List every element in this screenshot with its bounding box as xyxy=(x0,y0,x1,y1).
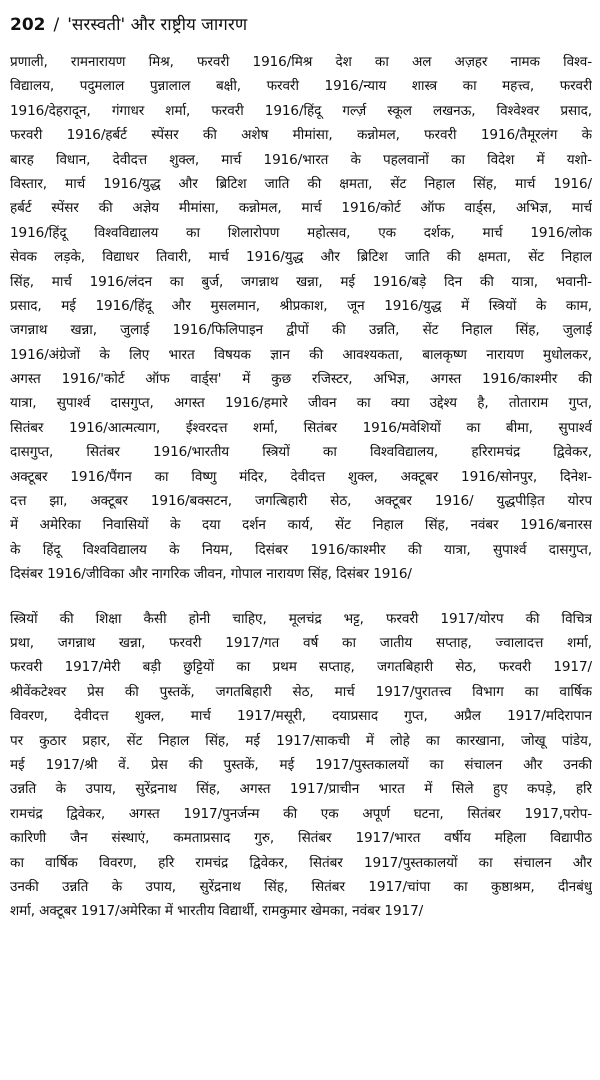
text-line: हर्बर्ट स्पेंसर की अज्ञेय मीमांसा, कन्नोमल, मार्च 1916/कोर्ट ऑफ वार्ड्स, अभिज्ञ, मार्च xyxy=(10,200,592,217)
text-line: फरवरी 1917/मेरी बड़ी छुट्टियों का प्रथम सप्ताह, जगतबिहारी सेठ, फरवरी 1917/ xyxy=(10,659,592,676)
text-line: अक्टूबर 1916/पैंगन का विष्णु मंदिर, देवीदत्त शुक्ल, अक्टूबर 1916/सोनपुर, दिनेश- xyxy=(10,468,592,485)
text-line: 1916/हिंदू विश्वविद्यालय का शिलारोपण महोत्सव, एक दर्शक, मार्च 1916/लोक xyxy=(10,224,592,241)
paragraph-1916-entries xyxy=(10,50,592,587)
header-separator: / xyxy=(53,15,60,35)
text-line: प्रसाद, मई 1916/हिंदू और मुसलमान, श्रीप्रकाश, जून 1916/युद्ध में स्त्रियों के काम, xyxy=(10,297,592,314)
text-line: 1916/अंग्रेजों के लिए भारत विषयक ज्ञान की आवश्यकता, बालकृष्ण नारायण मुधोलकर, xyxy=(10,346,592,363)
text-line: उन्नति के उपाय, सुरेंद्रनाथ सिंह, अगस्त 1917/प्राचीन भारत में सिले हुए कपड़े, हरि xyxy=(10,781,592,798)
page-number: 202 xyxy=(10,15,46,35)
text-line: स्त्रियों की शिक्षा कैसी होनी चाहिए, मूलचंद्र भट्ट, फरवरी 1917/योरप की विचित्र xyxy=(10,610,592,627)
text-line: कारिणी जैन संस्थाएं, कमताप्रसाद गुरु, सितंबर 1917/भारत वर्षीय महिला विद्यापीठ xyxy=(10,830,592,847)
text-line: दासगुप्त, सितंबर 1916/भारतीय स्त्रियों का विश्वविद्यालय, हरिरामचंद्र द्विवेकर, xyxy=(10,444,592,461)
running-title: 'सरस्वती' और राष्ट्रीय जागरण xyxy=(67,15,248,35)
text-line: बारह विधान, देवीदत्त शुक्ल, मार्च 1916/भारत के पहलवानों का विदेश में यशो- xyxy=(10,151,592,168)
text-line: सितंबर 1916/आत्मत्याग, ईश्वरदत्त शर्मा, सितंबर 1916/मवेशियों का बीमा, सुपार्श्व xyxy=(10,419,592,436)
text-line: का वार्षिक विवरण, हरि रामचंद्र द्विवेकर, सितंबर 1917/पुस्तकालयों का संचालन और xyxy=(10,854,592,871)
text-line: विवरण, देवीदत्त शुक्ल, मार्च 1917/मसूरी, दयाप्रसाद गुप्त, अप्रैल 1917/मदिरापान xyxy=(10,708,592,725)
text-line: दिसंबर 1916/जीविका और नागरिक जीवन, गोपाल नारायण सिंह, दिसंबर 1916/ xyxy=(10,566,412,583)
text-line: अगस्त 1916/'कोर्ट ऑफ वार्ड्स' में कुछ रजिस्टर, अभिज्ञ, अगस्त 1916/काश्मीर की xyxy=(10,371,592,388)
text-line: विस्तार, मार्च 1916/युद्ध और ब्रिटिश जाति की क्षमता, सेंट निहाल सिंह, मार्च 1916/ xyxy=(10,175,592,192)
text-line: श्रीवेंकटेश्वर प्रेस की पुस्तकें, जगतबिहारी सेठ, मार्च 1917/पुरातत्त्व विभाग का वार्षिक xyxy=(10,683,592,700)
text-line: सेवक लड़के, विद्याधर तिवारी, मार्च 1916/युद्ध और ब्रिटिश जाति की क्षमता, सेंट निहाल xyxy=(10,249,592,266)
text-line: जगन्नाथ खन्ना, जुलाई 1916/फिलिपाइन द्वीपों की उन्नति, सेंट निहाल सिंह, जुलाई xyxy=(10,322,592,339)
text-line: में अमेरिका निवासियों के दया दर्शन कार्य, सेंट निहाल सिंह, नवंबर 1916/बनारस xyxy=(10,517,592,534)
text-line: पर कुठार प्रहार, सेंट निहाल सिंह, मई 1917/साकची में लोहे का कारखाना, जोखू पांडेय, xyxy=(10,732,592,749)
text-line: यात्रा, सुपार्श्व दासगुप्त, अगस्त 1916/हमारे जीवन का क्या उद्देश्य है, तोताराम गुप्त, xyxy=(10,395,592,412)
text-line: रामचंद्र द्विवेकर, अगस्त 1917/पुनर्जन्म की एक अपूर्ण घटना, सितंबर 1917,परोप- xyxy=(10,805,592,822)
text-line: 1916/देहरादून, गंगाधर शर्मा, फरवरी 1916/हिंदू गर्ल्ज़ स्कूल लखनऊ, विश्वेश्वर प्रसाद, xyxy=(10,102,592,119)
text-line: विद्यालय, पदुमलाल पुन्नालाल बक्षी, फरवरी 1916/न्याय शास्त्र का महत्त्व, फरवरी xyxy=(10,78,592,95)
text-line: के हिंदू विश्वविद्यालय के नियम, दिसंबर 1916/काश्मीर की यात्रा, सुपार्श्व दासगुप्त, xyxy=(10,541,592,558)
text-line: प्रथा, जगन्नाथ खन्ना, फरवरी 1917/गत वर्ष का जातीय सप्ताह, ज्वालादत्त शर्मा, xyxy=(10,634,592,651)
running-header xyxy=(10,14,592,50)
text-line: दत्त झा, अक्टूबर 1916/बक्सटन, जगत्बिहारी सेठ, अक्टूबर 1916/ युद्धपीड़ित योरप xyxy=(10,493,592,510)
text-line: सिंह, मार्च 1916/लंदन का बुर्ज, जगन्नाथ खन्ना, मई 1916/बड़े दिन की यात्रा, भवानी- xyxy=(10,273,592,290)
text-line: उनकी उन्नति के उपाय, सुरेंद्रनाथ सिंह, सितंबर 1917/चांपा का कुष्ठाश्रम, दीनबंधु xyxy=(10,878,592,895)
text-line: शर्मा, अक्टूबर 1917/अमेरिका में भारतीय विद्यार्थी, रामकुमार खेमका, नवंबर 1917/ xyxy=(10,903,424,920)
paragraph-1917-entries xyxy=(10,607,592,924)
text-line: फरवरी 1916/हर्बर्ट स्पेंसर की अशेष मीमांसा, कन्नोमल, फरवरी 1916/तैमूरलंग के xyxy=(10,127,592,144)
text-line: मई 1917/श्री वें. प्रेस की पुस्तकें, मई 1917/पुस्तकालयों का संचालन और उनकी xyxy=(10,756,592,773)
text-line: प्रणाली, रामनारायण मिश्र, फरवरी 1916/मिश्र देश का अल अज़हर नामक विश्व- xyxy=(10,54,592,70)
paragraph-gap xyxy=(10,587,592,607)
